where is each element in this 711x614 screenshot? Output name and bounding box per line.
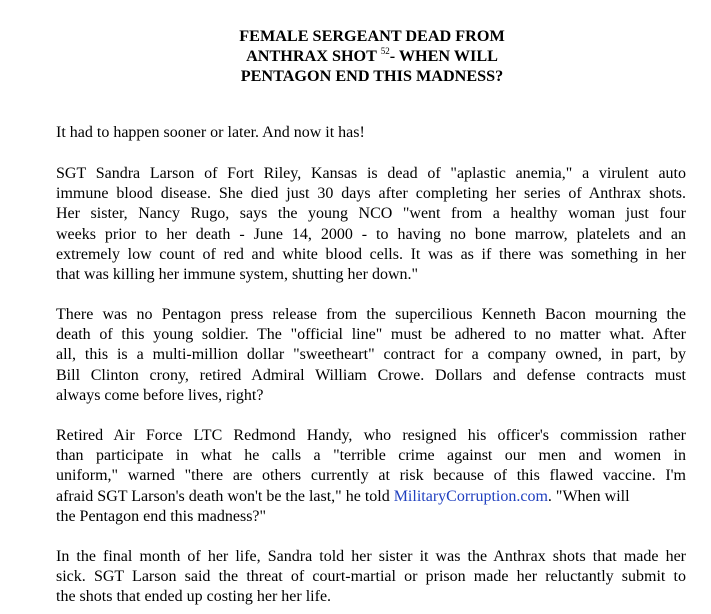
article-title [58, 26, 686, 86]
paragraph-line: sick. SGT Larson said the threat of court-martial or prison made her reluctantly submit to [56, 568, 686, 586]
paragraph-line: SGT Sandra Larson of Fort Riley, Kansas is dead of "aplastic anemia," a virulent auto [56, 165, 686, 182]
paragraph-line: weeks prior to her death - June 14, 2000 - to having no bone marrow, platelets and an [56, 225, 686, 243]
military-corruption-link[interactable]: MilitaryCorruption.com [393, 487, 548, 505]
paragraph-line: immune blood disease. She died just 30 days after completing her series of Anthrax shots. [56, 185, 686, 203]
paragraph-4 [56, 426, 686, 527]
paragraph-1 [56, 123, 686, 143]
paragraph-line: There was no Pentagon press release from the supercilious Kenneth Bacon mourning the [56, 306, 686, 323]
paragraph-3 [56, 305, 686, 406]
paragraph-line: all, this is a multi-million dollar "sweetheart" contract for a company owned, in part, by [56, 346, 686, 364]
paragraph-2 [56, 164, 686, 285]
paragraph-line: It had to happen sooner or later. And now it has! [56, 124, 365, 141]
paragraph-line: In the final month of her life, Sandra told her sister it was the Anthrax shots that made her [56, 548, 686, 565]
paragraph-line: always come before lives, right? [56, 386, 264, 404]
paragraph-line: Retired Air Force LTC Redmond Handy, who resigned his officer's commission rather [56, 427, 686, 444]
paragraph-line: death of this young soldier. The "official line" must be adhered to no matter what. After [56, 326, 686, 344]
paragraph-line: Bill Clinton crony, retired Admiral William Crowe. Dollars and defense contracts must [56, 366, 686, 384]
paragraph-line: the Pentagon end this madness?" [56, 507, 267, 525]
document-page [56, 26, 686, 606]
paragraph-line: uniform," warned "there are others currently at risk because of this flawed vaccine. I'm [56, 467, 686, 485]
paragraph-line: the shots that ended up costing her her life. [56, 588, 332, 606]
paragraph-5 [56, 547, 686, 608]
text-segment: . "When will [547, 487, 630, 505]
title-line-2-start: ANTHRAX SHOT [246, 47, 377, 65]
text-segment: afraid SGT Larson's death won't be the last," he told [56, 487, 394, 505]
paragraph-line: Her sister, Nancy Rugo, says the young NCO "went from a healthy woman just four [56, 205, 686, 223]
title-line-1: FEMALE SERGEANT DEAD FROM [239, 27, 505, 45]
paragraph-line: that was killing her immune system, shutting her down." [56, 266, 419, 284]
paragraph-line [56, 487, 686, 507]
paragraph-line: than participate in what he calls a "terrible crime against our men and women in [56, 447, 686, 465]
paragraph-line: extremely low count of red and white blood cells. It was as if there was something in her [56, 245, 686, 263]
footnote-marker: 52 [380, 46, 390, 56]
title-line-2-end: - WHEN WILL [389, 47, 498, 65]
title-line-3: PENTAGON END THIS MADNESS? [240, 67, 504, 85]
